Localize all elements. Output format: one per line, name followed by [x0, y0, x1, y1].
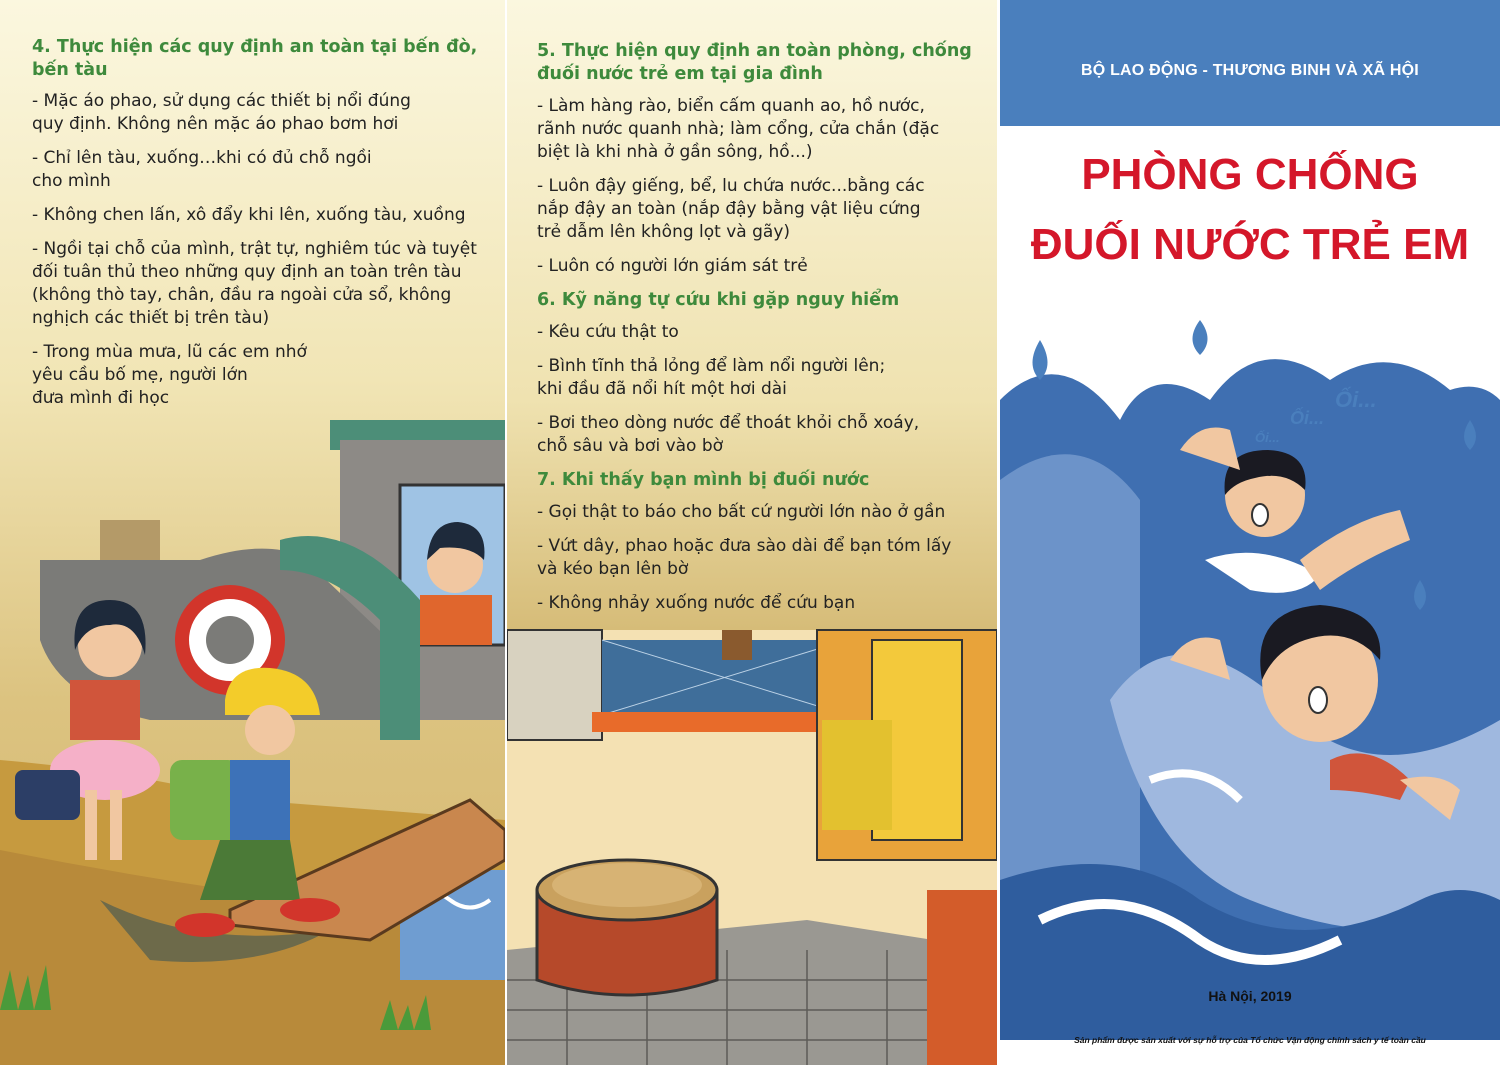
section-5-heading: 5. Thực hiện quy định an toàn phòng, chống đuối nước trẻ em tại gia đình [537, 41, 972, 84]
section-7-heading: 7. Khi thấy bạn mình bị đuối nước [537, 470, 870, 490]
shout-text-2: Ối... [1290, 408, 1325, 428]
list-item: - Luôn có người lớn giám sát trẻ [537, 256, 808, 276]
ministry-name: BỘ LAO ĐỘNG - THƯƠNG BINH VÀ XÃ HỘI [1081, 62, 1419, 79]
list-item: - Chỉ lên tàu, xuống…khi có đủ chỗ ngồi cho mình [32, 148, 372, 191]
list-item: - Ngồi tại chỗ của mình, trật tự, nghiêm túc và tuyệt đối tuân thủ theo những quy định an toàn trên tàu (không thò tay, chân, đầu ra ngoài cửa sổ, không nghịch các thiết bị trên tàu) [32, 239, 477, 328]
list-item: - Không nhảy xuống nước để cứu bạn [537, 593, 856, 613]
list-item: - Luôn đậy giếng, bể, lu chứa nước...bằng các nắp đậy an toàn (nắp đậy bằng vật liệu cứng trẻ dẫm lên không lọt và gãy) [537, 176, 925, 242]
list-item: - Gọi thật to báo cho bất cứ người lớn nào ở gần [537, 502, 946, 522]
section-6-heading: 6. Kỹ năng tự cứu khi gặp nguy hiểm [537, 290, 900, 310]
cover-panel [1000, 0, 1500, 1065]
drowning-children-illustration [1000, 0, 1500, 1065]
section-4-heading: 4. Thực hiện các quy định an toàn tại bến đò, bến tàu [32, 37, 478, 80]
cover-title-line-2: ĐUỐI NƯỚC TRẺ EM [1030, 220, 1470, 269]
panel-home-safety [507, 0, 997, 1065]
panel-boat-safety [0, 0, 505, 1065]
list-item: - Kêu cứu thật to [537, 322, 679, 342]
home-safety-text [537, 36, 992, 626]
list-item: - Làm hàng rào, biển cấm quanh ao, hồ nước, rãnh nước quanh nhà; làm cổng, cửa chắn (đặc biệt là khi nhà ở gần sông, hồ...) [537, 96, 940, 162]
boat-safety-text [32, 36, 487, 421]
shout-text-1: Ối... [1335, 387, 1377, 412]
city-year: Hà Nội, 2019 [1208, 988, 1292, 1004]
list-item: - Bình tĩnh thả lỏng để làm nổi người lên; khi đầu đã nổi hít một hơi dài [537, 356, 886, 399]
list-item: - Bơi theo dòng nước để thoát khỏi chỗ xoáy, chỗ sâu và bơi vào bờ [537, 413, 920, 456]
sponsor-credit: Sản phẩm được sản xuất với sự hỗ trợ của Tổ chức Vận động chính sách y tế toàn cầu [1074, 1035, 1426, 1045]
list-item: - Vứt dây, phao hoặc đưa sào dài để bạn tóm lấy và kéo bạn lên bờ [537, 536, 952, 579]
shout-text-3: Ối... [1255, 430, 1280, 445]
list-item: - Mặc áo phao, sử dụng các thiết bị nổi đúng quy định. Không nên mặc áo phao bơm hơi [32, 91, 411, 134]
cover-title-line-1: PHÒNG CHỐNG [1081, 150, 1419, 199]
list-item: - Không chen lấn, xô đẩy khi lên, xuống tàu, xuồng [32, 205, 466, 225]
list-item: - Trong mùa mưa, lũ các em nhớ yêu cầu bố mẹ, người lớn đưa mình đi học [32, 342, 307, 408]
